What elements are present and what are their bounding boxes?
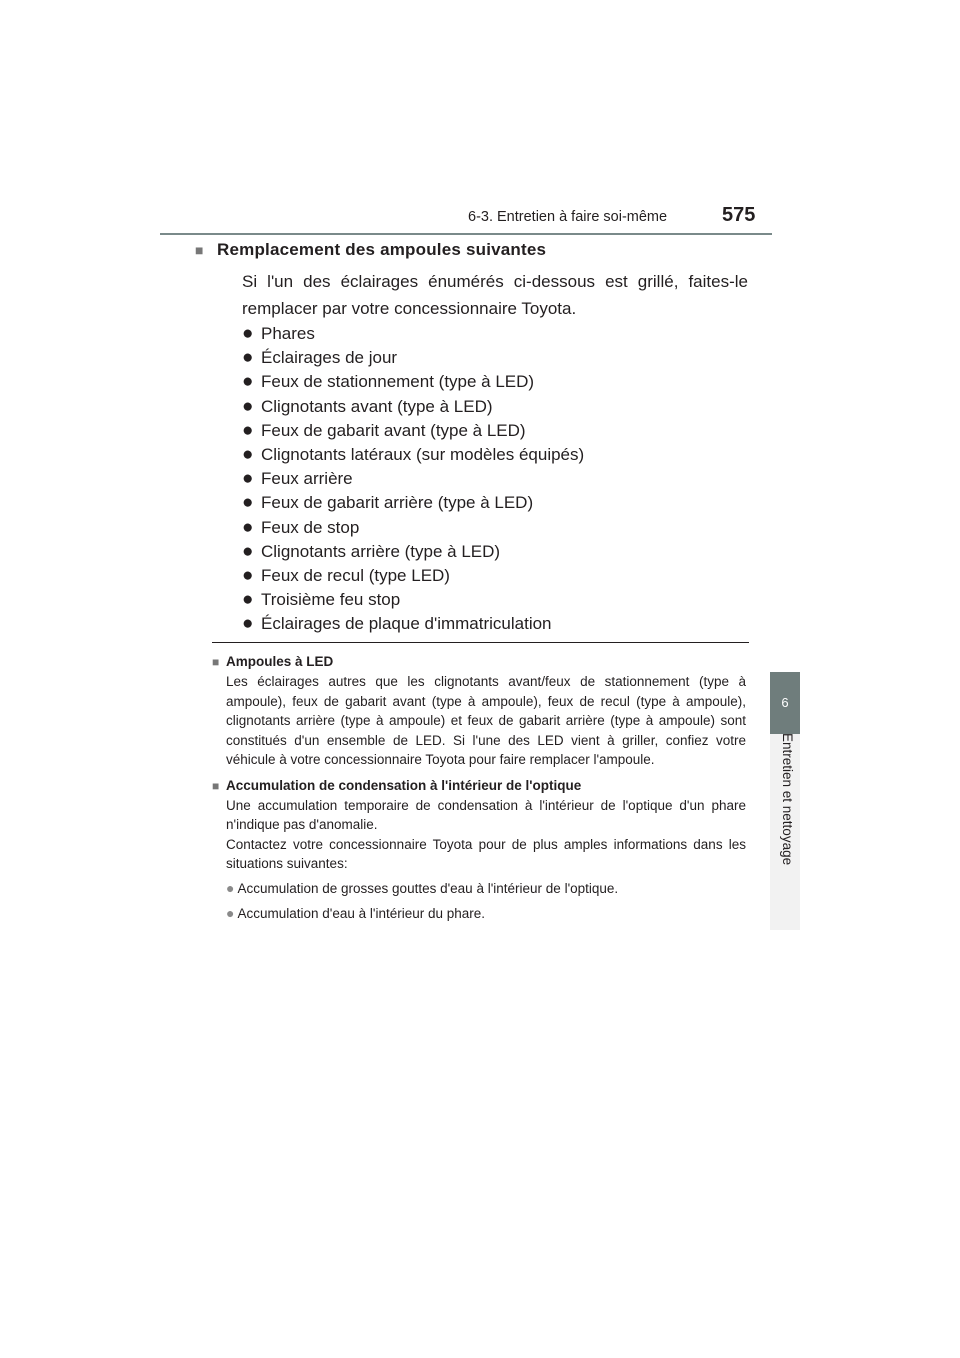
bullet-dot-icon: ● xyxy=(242,540,254,562)
chapter-tab: 6 xyxy=(770,672,800,734)
section-divider xyxy=(212,642,749,643)
section-heading: ■ Remplacement des ampoules suivantes xyxy=(195,240,547,259)
chapter-title: Entretien et nettoyage xyxy=(780,733,795,866)
square-bullet-icon: ■ xyxy=(212,778,220,793)
bullet-dot-icon: ● xyxy=(242,613,254,635)
note-text-led: Les éclairages autres que les clignotants avant/feux de stationnement (type à ampoule), feux de gabarit avant (type à ampoule), feux de recul (type à ampoule), clignotants arrière (type à ampoule) et feux de gabarit arrière (type à ampoule) sont constitués d'un ensemble de LED. Si l'une des LED vient à griller, confiez votre véhicule à votre concessionnaire Toyota pour faire remplacer l'ampoule. xyxy=(226,674,746,767)
list-item: ● Troisième feu stop xyxy=(216,588,748,612)
list-item: ● Éclairages de jour xyxy=(216,346,748,370)
list-item: ● Accumulation de grosses gouttes d'eau à l'intérieur de l'optique. xyxy=(226,879,619,896)
intro-paragraph: Si l'un des éclairages énumérés ci-dessous est grillé, faites-le remplacer par votre concessionnaire Toyota. xyxy=(242,272,748,318)
list-item: ● Feux de gabarit avant (type à LED) xyxy=(216,419,748,443)
list-item: ● Feux de recul (type LED) xyxy=(216,564,748,588)
bulb-list xyxy=(216,322,748,636)
bullet-dot-icon: ● xyxy=(242,589,254,611)
list-item: ● Feux de gabarit arrière (type à LED) xyxy=(216,491,748,515)
note-text-condensation-1: Une accumulation temporaire de condensation à l'intérieur de l'optique d'un phare n'indique pas d'anomalie. xyxy=(226,797,746,832)
list-item: ● Clignotants avant (type à LED) xyxy=(216,395,748,419)
bulb-replacement-section xyxy=(195,240,748,636)
page-number: 575 xyxy=(722,204,756,226)
list-item: ● Feux de stationnement (type à LED) xyxy=(216,370,748,394)
bullet-dot-icon: ● xyxy=(226,904,235,921)
square-bullet-icon: ■ xyxy=(212,655,220,669)
list-item: ● Éclairages de plaque d'immatriculation xyxy=(216,612,748,636)
bullet-dot-icon: ● xyxy=(226,879,235,896)
list-item: ● Feux arrière xyxy=(216,467,748,491)
list-item: ● Clignotants arrière (type à LED) xyxy=(216,540,748,564)
square-bullet-icon: ■ xyxy=(195,242,204,258)
bullet-dot-icon: ● xyxy=(242,395,254,417)
list-item: ● Phares xyxy=(216,322,748,346)
list-item: ● Accumulation d'eau à l'intérieur du phare. xyxy=(226,904,486,921)
bullet-dot-icon: ● xyxy=(242,419,254,441)
bullet-dot-icon: ● xyxy=(242,347,254,369)
list-item: ● Clignotants latéraux (sur modèles équipés) xyxy=(216,443,748,467)
bullet-dot-icon: ● xyxy=(242,443,254,465)
section-title: 6-3. Entretien à faire soi-même xyxy=(468,209,668,225)
bullet-dot-icon: ● xyxy=(242,371,254,393)
bullet-dot-icon: ● xyxy=(242,468,254,490)
bullet-dot-icon: ● xyxy=(242,323,254,344)
list-item: ● Feux de stop xyxy=(216,516,748,540)
bullet-dot-icon: ● xyxy=(242,564,254,586)
bullet-dot-icon: ● xyxy=(242,516,254,538)
notes-section xyxy=(212,652,746,926)
note-heading-led: ■ Ampoules à LED xyxy=(212,652,746,672)
note-heading-condensation: ■ Accumulation de condensation à l'intérieur de l'optique xyxy=(212,776,746,796)
header-divider xyxy=(160,233,772,235)
bullet-dot-icon: ● xyxy=(242,492,254,514)
note-text-condensation-2: Contactez votre concessionnaire Toyota pour de plus amples informations dans les situations suivantes: xyxy=(226,836,746,871)
